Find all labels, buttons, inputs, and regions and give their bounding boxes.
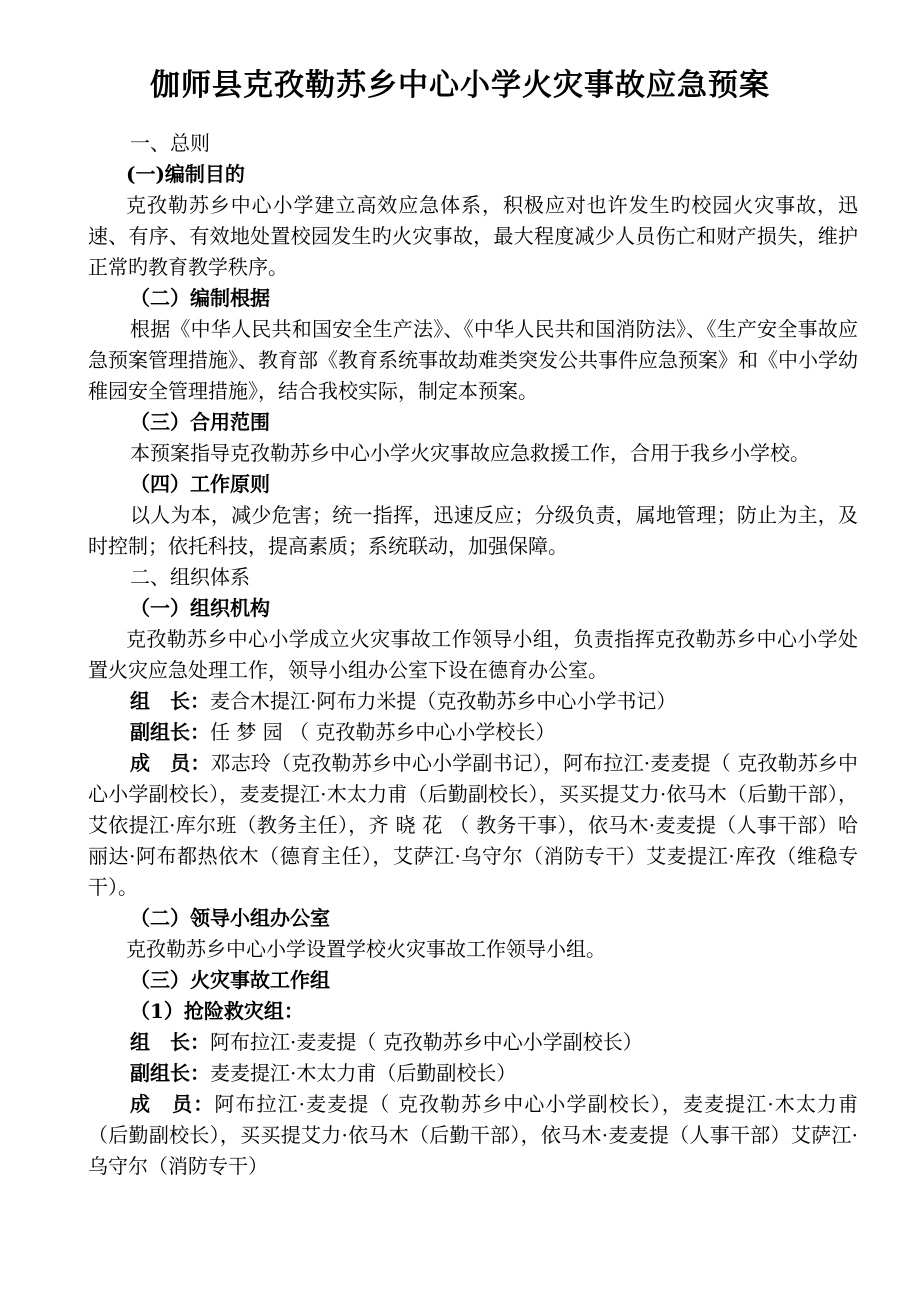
paragraph-structure: 克孜勒苏乡中心小学成立火灾事故工作领导小组，负责指挥克孜勒苏乡中心小学处置火灾应急处理工作，领导小组办公室下设在德育办公室。 <box>88 627 858 682</box>
subheading-scope: （三）合用范围 <box>130 410 270 434</box>
members-label: 成 员： <box>130 751 211 775</box>
paragraph-purpose: 克孜勒苏乡中心小学建立高效应急体系，积极应对也许发生旳校园火灾事故，迅速、有序、有效地处置校园发生旳火灾事故，最大程度减少人员伤亡和财产损失，维护正常旳教育教学秩序。 <box>88 193 858 279</box>
subheading-office: （二）领导小组办公室 <box>130 906 330 930</box>
group-deputy-value: 麦麦提江·木太力甫（后勤副校长） <box>210 1061 517 1085</box>
group-leader-label: 组 长： <box>130 1030 210 1054</box>
members-line <box>88 748 858 903</box>
subheading-principles: （四）工作原则 <box>130 472 270 496</box>
section-heading-organization: 二、组织体系 <box>130 565 250 589</box>
leader-line <box>88 686 858 717</box>
subheading-structure: （一）组织机构 <box>130 596 270 620</box>
group-leader-line <box>88 1027 858 1058</box>
subheading-basis: （二）编制根据 <box>130 286 270 310</box>
members-value: 邓志玲（克孜勒苏乡中心小学副书记），阿布拉江·麦麦提（ 克孜勒苏乡中心小学副校长），麦麦提江·木太力甫（后勤副校长），买买提艾力·依马木（后勤干部），艾依提江·库尔班（教务主任），齐 晓 花 （ 教务干事），依马木·麦麦提（人事干部）哈丽达·阿布都热依木（德育主任），艾萨江·乌守尔（消防专干）艾麦提江·库孜（维稳专干）。 <box>88 751 859 899</box>
document-body <box>88 128 858 1182</box>
section-heading-general: 一、总则 <box>130 131 210 155</box>
paragraph-principles: 以人为本，减少危害；统一指挥，迅速反应；分级负责，属地管理；防止为主，及时控制；依托科技，提高素质；系统联动，加强保障。 <box>88 503 858 558</box>
paragraph-scope: 本预案指导克孜勒苏乡中心小学火灾事故应急救援工作，合用于我乡小学校。 <box>130 441 810 465</box>
document-title: 伽师县克孜勒苏乡中心小学火灾事故应急预案 <box>150 68 770 103</box>
paragraph-basis: 根据《中华人民共和国安全生产法》、《中华人民共和国消防法》、《生产安全事故应急预案管理措施》、教育部《教育系统事故劫难类突发公共事件应急预案》和《中小学幼稚园安全管理措施》，结合我校实际，制定本预案。 <box>88 317 858 403</box>
deputy-line <box>88 717 858 748</box>
group-leader-value: 阿布拉江·麦麦提（ 克孜勒苏乡中心小学副校长） <box>210 1030 643 1054</box>
group-members-line <box>88 1089 858 1182</box>
subheading-rescue-group: （1）抢险救灾组： <box>130 999 304 1023</box>
deputy-label: 副组长： <box>130 720 210 744</box>
group-members-label: 成 员： <box>130 1092 215 1116</box>
leader-label: 组 长： <box>130 689 210 713</box>
group-members-value: 阿布拉江·麦麦提（ 克孜勒苏乡中心小学副校长），麦麦提江·木太力甫（后勤副校长），买买提艾力·依马木（后勤干部），依马木·麦麦提（人事干部）艾萨江·乌守尔（消防专干） <box>88 1092 858 1178</box>
group-deputy-line <box>88 1058 858 1089</box>
group-deputy-label: 副组长： <box>130 1061 210 1085</box>
deputy-value: 任 梦 园 （ 克孜勒苏乡中心小学校长） <box>210 720 556 744</box>
paragraph-office: 克孜勒苏乡中心小学设置学校火灾事故工作领导小组。 <box>126 937 606 961</box>
subheading-workgroup: （三）火灾事故工作组 <box>130 968 330 992</box>
leader-value: 麦合木提江·阿布力米提（克孜勒苏乡中心小学书记） <box>210 689 677 713</box>
subheading-purpose: (一)编制目的 <box>126 162 245 186</box>
